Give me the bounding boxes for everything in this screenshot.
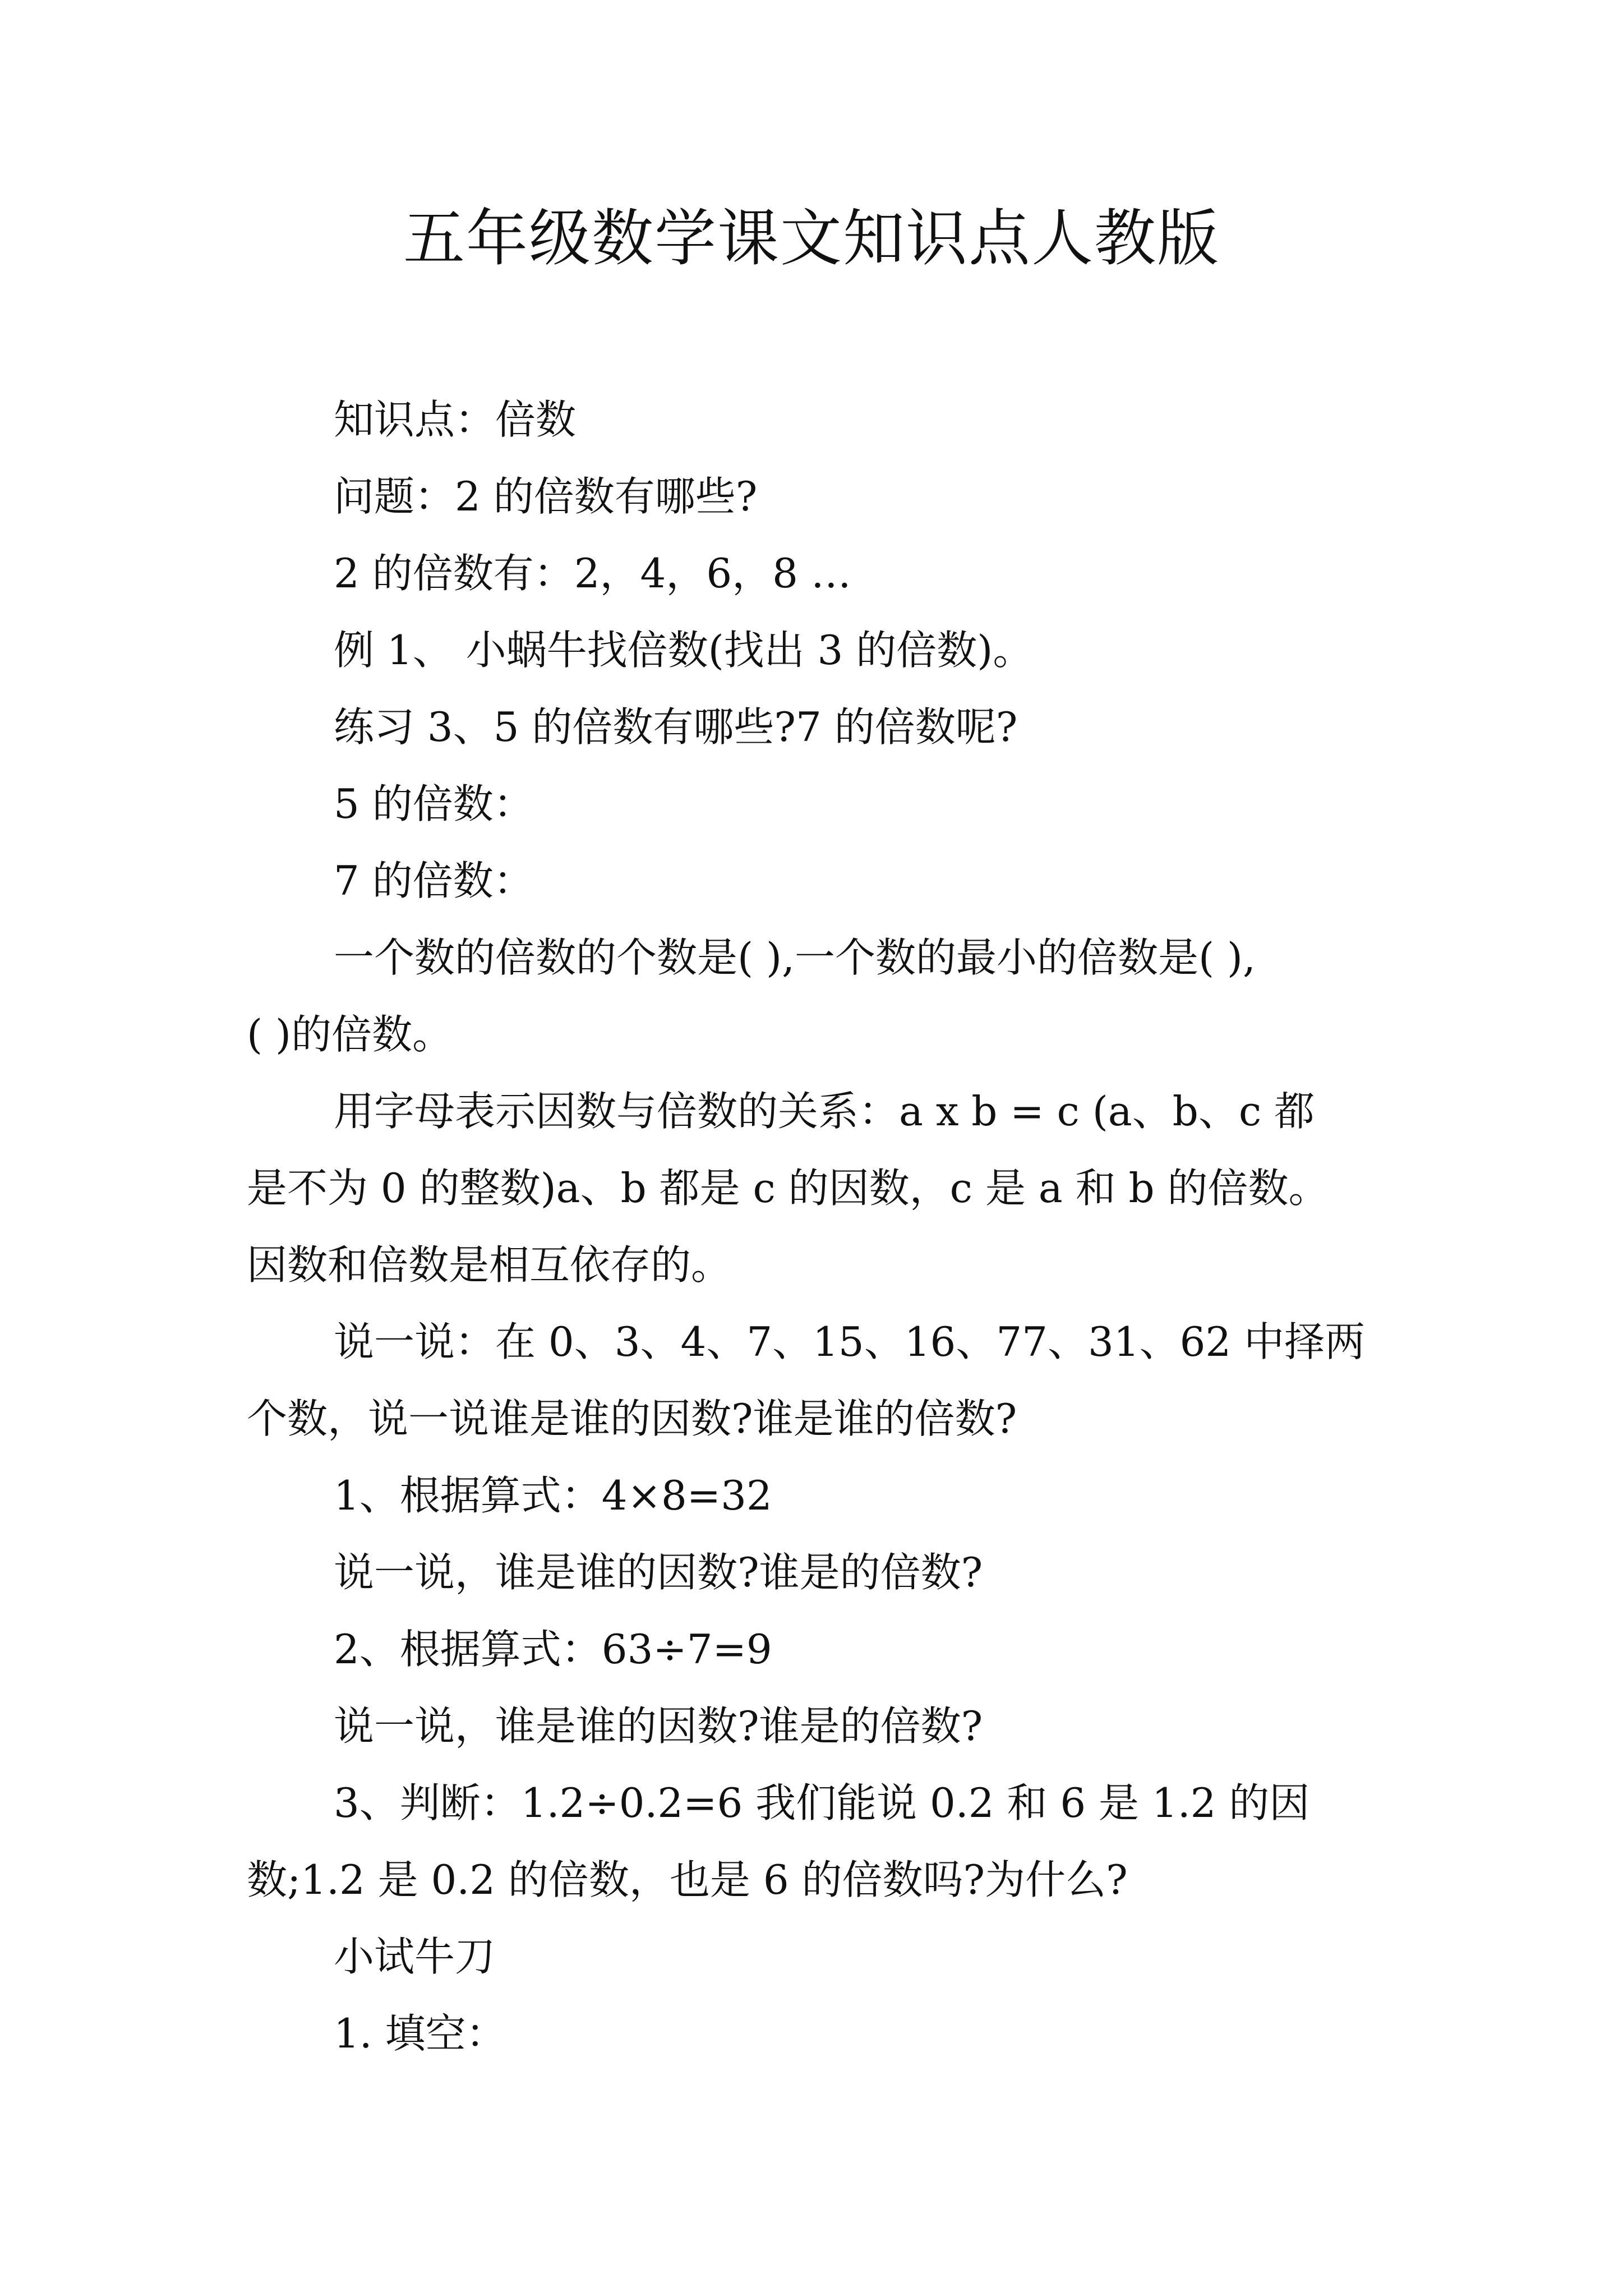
paragraph-line: 问题：2 的倍数有哪些? [334, 473, 758, 520]
paragraph-line: 例 1、 小蜗牛找倍数(找出 3 的倍数)。 [334, 627, 1034, 674]
paragraph-line: 是不为 0 的整数)a、b 都是 c 的因数，c 是 a 和 b 的倍数。 [247, 1165, 1329, 1212]
paragraph-line: 说一说：在 0、3、4、7、15、16、77、31、62 中择两 [334, 1318, 1366, 1365]
paragraph-line: 5 的倍数： [334, 780, 534, 827]
paragraph-line: 2 的倍数有：2，4，6，8 … [334, 550, 851, 597]
document-body [247, 381, 1396, 2072]
document-title: 五年级数学课文知识点人教版 [403, 203, 1220, 274]
paragraph-line: 7 的倍数： [334, 857, 534, 904]
paragraph-line: ( )的倍数。 [247, 1011, 453, 1058]
paragraph-line: 2、根据算式：63÷7=9 [334, 1626, 772, 1673]
paragraph-line: 小试牛刀 [334, 1933, 496, 1980]
paragraph-line: 说一说，谁是谁的因数?谁是的倍数? [334, 1549, 983, 1596]
paragraph-line: 说一说，谁是谁的因数?谁是的倍数? [334, 1703, 983, 1750]
paragraph-line: 知识点：倍数 [334, 396, 577, 443]
paragraph-line: 1、根据算式：4×8=32 [334, 1472, 772, 1519]
paragraph-line: 个数，说一说谁是谁的因数?谁是谁的倍数? [247, 1395, 1017, 1442]
paragraph-line: 3、判断：1.2÷0.2=6 我们能说 0.2 和 6 是 1.2 的因 [334, 1779, 1310, 1826]
paragraph-line: 因数和倍数是相互依存的。 [247, 1241, 732, 1289]
paragraph-line: 练习 3、5 的倍数有哪些?7 的倍数呢? [334, 703, 1018, 751]
paragraph-line: 一个数的倍数的个数是( ),一个数的最小的倍数是( ), [334, 934, 1256, 981]
paragraph-line: 用字母表示因数与倍数的关系：a x b = c (a、b、c 都 [334, 1088, 1315, 1135]
paragraph-line: 数;1.2 是 0.2 的倍数，也是 6 的倍数吗?为什么? [247, 1856, 1128, 1903]
paragraph-line: 1. 填空： [334, 2010, 506, 2057]
